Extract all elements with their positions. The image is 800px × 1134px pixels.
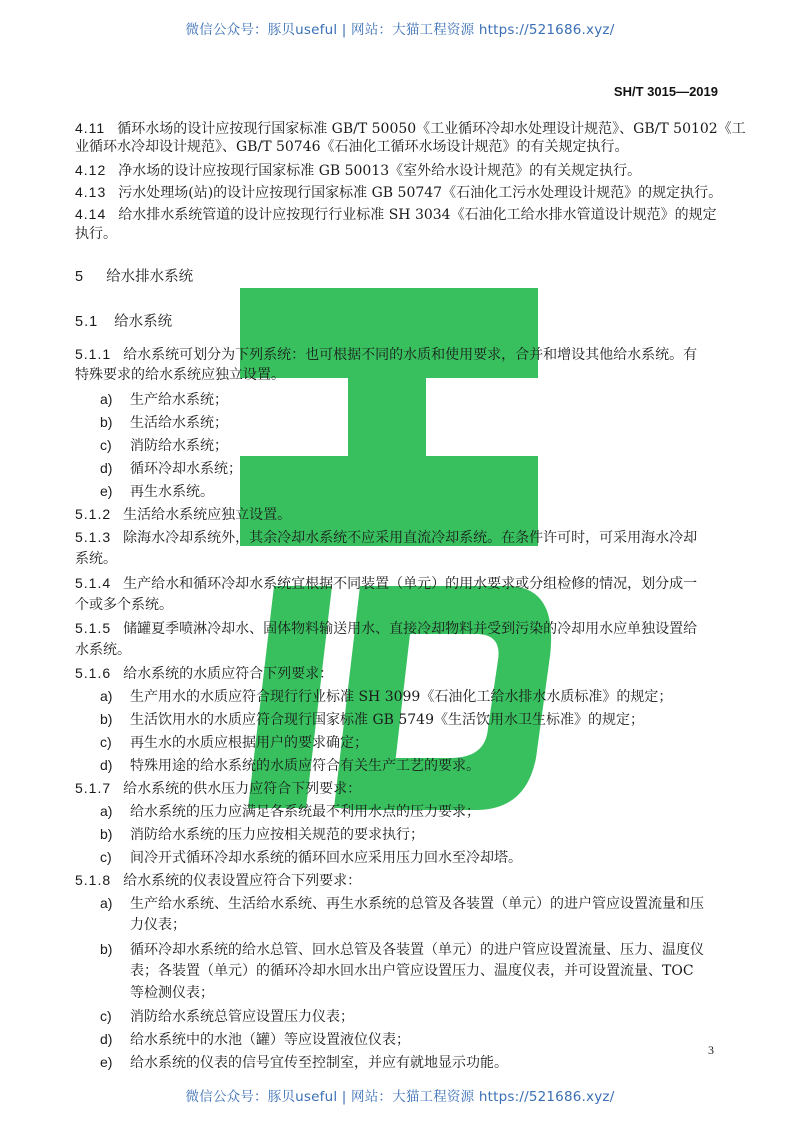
item-5-1-3-cont: 系统。 [75, 551, 117, 567]
list-item: e) 给水系统的仪表的信号宜传至控制室，并应有就地显示功能。 [100, 1054, 508, 1071]
list-item: c) 消防给水系统总管应设置压力仪表； [100, 1008, 354, 1025]
clause-4-12: 4.12 净水场的设计应按现行国家标准 GB 50013《室外给水设计规范》的有关规定执行。 [75, 162, 642, 179]
top-banner: 微信公众号：豚贝useful | 网站：大猫工程资源 https://521686.xyz/ [185, 22, 615, 38]
item-5-1-5-cont: 水系统。 [75, 642, 131, 658]
list-item: a) 生产给水系统； [100, 391, 228, 408]
list-item: a) 生产用水的水质应符合现行行业标准 SH 3099《石油化工给水排水水质标准》的规定； [100, 688, 673, 705]
item-5-1-3: 5.1.3 除海水冷却系统外，其余冷却水系统不应采用直流冷却系统。在条件许可时，可采用海水冷却 [75, 529, 698, 546]
list-item: e) 再生水系统。 [100, 483, 214, 500]
list-item: c) 再生水的水质应根据用户的要求确定； [100, 734, 368, 751]
section-5-heading: 5 给水排水系统 [75, 269, 194, 285]
clause-4-11-cont: 业循环水冷却设计规范》、GB/T 50746《石油化工循环水场设计规范》的有关规定执行。 [75, 139, 629, 155]
item-5-1-1: 5.1.1 给水系统可划分为下列系统：也可根据不同的水质和使用要求，合并和增设其他给水系统。有 [75, 346, 698, 363]
bottom-banner: 微信公众号：豚贝useful | 网站：大猫工程资源 https://521686.xyz/ [185, 1089, 615, 1105]
list-item-cont: 表；各装置（单元）的循环冷却水回水出户管应设置压力、温度仪表，并可设置流量、TOC [130, 963, 694, 979]
list-item: d) 循环冷却水系统； [100, 460, 242, 477]
list-item: a) 生产给水系统、生活给水系统、再生水系统的总管及各装置（单元）的进户管应设置流量和压 [100, 895, 704, 912]
item-5-1-7: 5.1.7 给水系统的供水压力应符合下列要求： [75, 780, 362, 797]
list-item: b) 生活饮用水的水质应符合现行国家标准 GB 5749《生活饮用水卫生标准》的规定； [100, 711, 644, 728]
list-item: b) 生活给水系统； [100, 414, 228, 431]
list-item-cont: 等检测仪表； [130, 985, 214, 1001]
clause-4-14: 4.14 给水排水系统管道的设计应按现行行业标准 SH 3034《石油化工给水排水管道设计规范》的规定 [75, 206, 717, 223]
clause-4-11: 4.11 循环水场的设计应按现行国家标准 GB/T 50050《工业循环冷却水处理设计规范》、GB/T 50102《工 [75, 120, 746, 137]
list-item: a) 给水系统的压力应满足各系统最不利用水点的压力要求； [100, 803, 480, 820]
item-5-1-4-cont: 个或多个系统。 [75, 597, 173, 613]
item-5-1-2: 5.1.2 生活给水系统应独立设置。 [75, 506, 292, 523]
list-item: b) 消防给水系统的压力应按相关规范的要求执行； [100, 826, 424, 843]
clause-4-13: 4.13 污水处理场(站)的设计应按现行国家标准 GB 50747《石油化工污水处理设计规范》的规定执行。 [75, 184, 723, 201]
item-5-1-1-cont: 特殊要求的给水系统应独立设置。 [75, 367, 285, 383]
document-id: SH/T 3015—2019 [613, 84, 718, 99]
list-item: c) 间冷开式循环冷却水系统的循环回水应采用压力回水至冷却塔。 [100, 849, 522, 866]
page-number: 3 [708, 1043, 714, 1057]
list-item: c) 消防给水系统； [100, 437, 228, 454]
list-item: d) 给水系统中的水池（罐）等应设置液位仪表； [100, 1031, 410, 1048]
section-5-1-heading: 5.1 给水系统 [75, 314, 173, 330]
item-5-1-6: 5.1.6 给水系统的水质应符合下列要求： [75, 665, 334, 682]
item-5-1-4: 5.1.4 生产给水和循环冷却水系统宜根据不同装置（单元）的用水要求或分组检修的情况，划分成一 [75, 575, 698, 592]
item-5-1-8: 5.1.8 给水系统的仪表设置应符合下列要求： [75, 872, 362, 889]
list-item: b) 循环冷却水系统的给水总管、回水总管及各装置（单元）的进户管应设置流量、压力、温度仪 [100, 941, 704, 958]
clause-4-14-cont: 执行。 [75, 226, 117, 242]
list-item-cont: 力仪表； [130, 917, 186, 933]
item-5-1-5: 5.1.5 储罐夏季喷淋冷却水、固体物料输送用水、直接冷却物料并受到污染的冷却用水应单独设置给 [75, 620, 698, 637]
list-item: d) 特殊用途的给水系统的水质应符合有关生产工艺的要求。 [100, 757, 480, 774]
